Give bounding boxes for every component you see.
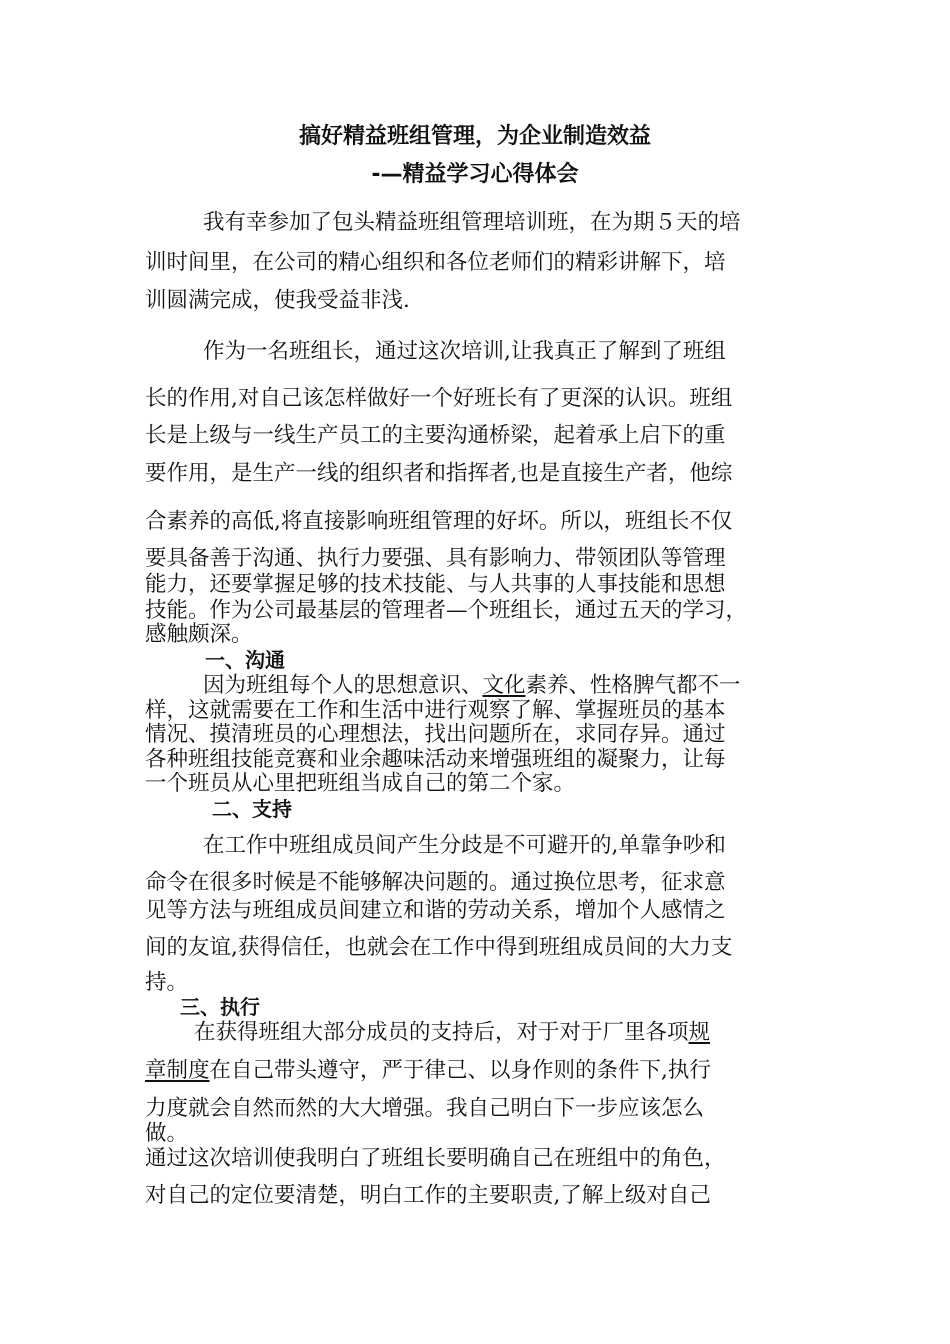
paragraph-line: 样，这就需要在工作和生活中进行观察了解、掌握班员的基本 <box>145 698 726 723</box>
paragraph-line: 在工作中班组成员间产生分歧是不可避开的,单靠争吵和 <box>203 833 726 858</box>
paragraph-line: 作为一名班组长，通过这次培训,让我真正了解到了班组 <box>203 339 726 364</box>
paragraph-line: 技能。作为公司最基层的管理者—个班组长，通过五天的学习， <box>145 598 748 623</box>
paragraph-line: 章制度在自己带头遵守，严于律己、以身作则的条件下,执行 <box>145 1058 711 1083</box>
paragraph-line: 一个班员从心里把班组当成自己的第二个家。 <box>145 771 576 796</box>
paragraph-line: 我有幸参加了包头精益班组管理培训班，在为期５天的培 <box>203 210 741 235</box>
paragraph-line: 要具备善于沟通、执行力要强、具有影响力、带领团队等管理 <box>145 546 726 571</box>
paragraph-line: 长是上级与一线生产员工的主要沟通桥梁，起着承上启下的重 <box>145 423 726 448</box>
paragraph-line: 对自己的定位要清楚，明白工作的主要职责,了解上级对自己 <box>145 1183 711 1208</box>
paragraph-line: 命令在很多时候是不能够解决问题的。通过换位思考，征求意 <box>145 870 726 895</box>
underlined-link-text: 章制度 <box>145 1058 210 1083</box>
paragraph-line: 间的友谊,获得信任，也就会在工作中得到班组成员间的大力支 <box>145 935 733 960</box>
section-heading-communication: 一、沟通 <box>205 648 285 672</box>
paragraph-line: 训圆满完成，使我受益非浅. <box>145 288 410 313</box>
paragraph-line: 感触颇深。 <box>145 622 253 647</box>
paragraph-line: 见等方法与班组成员间建立和谐的劳动关系，增加个人感情之 <box>145 898 726 923</box>
paragraph-line: 做。 <box>145 1121 189 1146</box>
paragraph-line: 因为班组每个人的思想意识、文化素养、性格脾气都不一 <box>203 673 741 698</box>
section-heading-execution: 三、执行 <box>180 995 260 1019</box>
paragraph-line: 要作用，是生产一线的组织者和指挥者,也是直接生产者，他综 <box>145 461 733 486</box>
document-subtitle: -—精益学习心得体会 <box>371 162 579 187</box>
paragraph-line: 力度就会自然而然的大大增强。我自己明白下一步应该怎么 <box>145 1096 705 1121</box>
underlined-link-text: 规 <box>688 1020 711 1045</box>
underlined-link-text: 文化 <box>482 673 526 698</box>
paragraph-line: 长的作用,对自己该怎样做好一个好班长有了更深的认识。班组 <box>145 386 733 411</box>
paragraph-line: 合素养的高低,将直接影响班组管理的好坏。所以，班组长不仅 <box>145 509 733 534</box>
paragraph-line: 训时间里，在公司的精心组织和各位老师们的精彩讲解下，培 <box>145 250 726 275</box>
paragraph-line: 能力，还要掌握足够的技术技能、与人共事的人事技能和思想 <box>145 572 726 597</box>
paragraph-line: 情况、摸清班员的心理想法，找出问题所在，求同存异。通过 <box>145 722 726 747</box>
paragraph-line: 在获得班组大部分成员的支持后，对于对于厂里各项规 <box>194 1020 711 1045</box>
section-heading-support: 二、支持 <box>212 797 292 821</box>
paragraph-line: 持。 <box>145 970 189 995</box>
paragraph-line: 通过这次培训使我明白了班组长要明确自己在班组中的角色， <box>145 1146 726 1171</box>
document-title: 搞好精益班组管理，为企业制造效益 <box>298 124 651 149</box>
paragraph-line: 各种班组技能竞赛和业余趣味活动来增强班组的凝聚力，让每 <box>145 747 726 772</box>
